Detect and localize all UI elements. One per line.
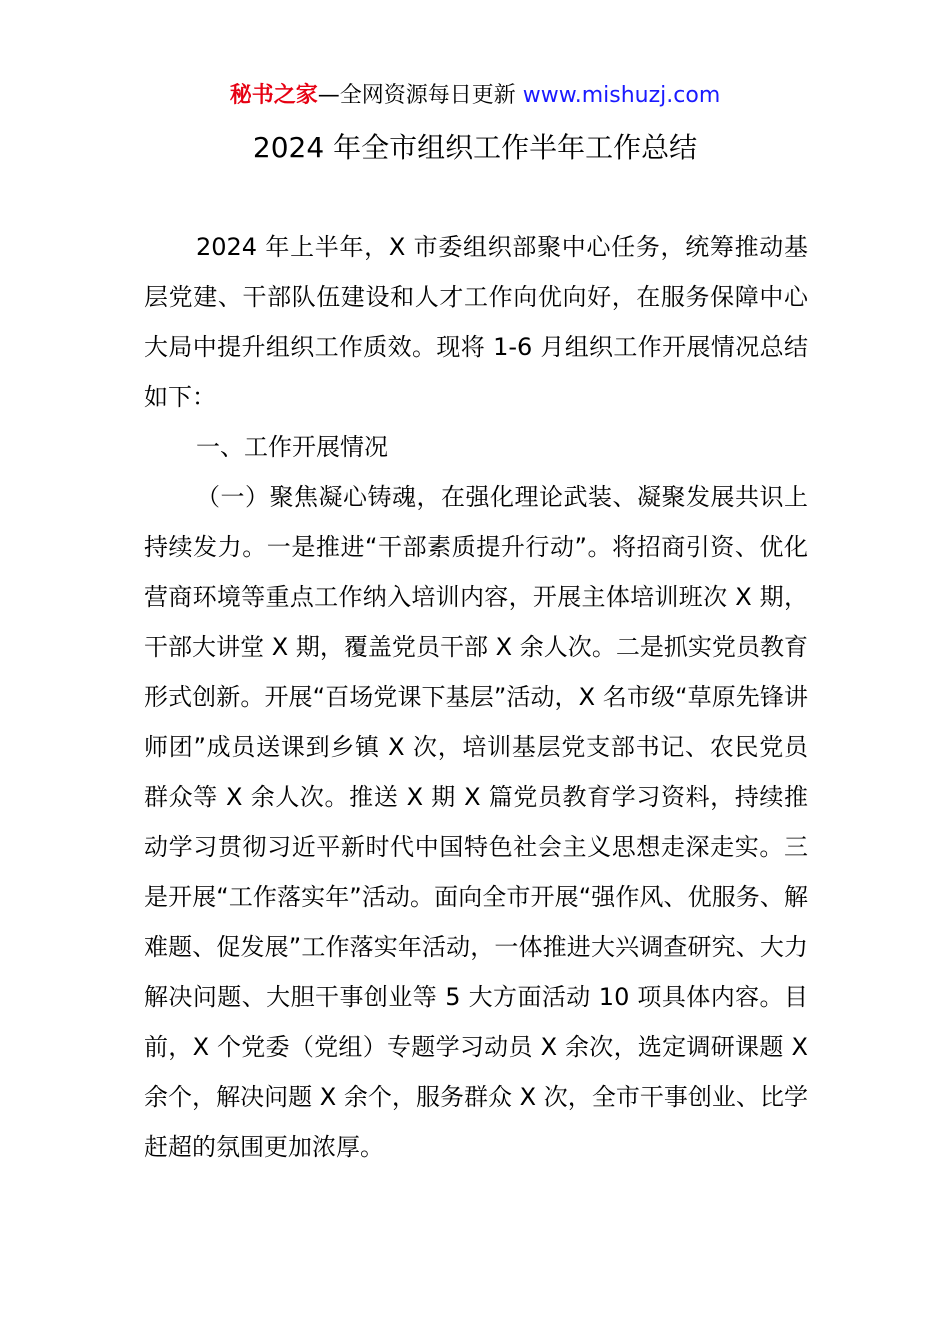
site-url-link[interactable]: www.mishuzj.com — [522, 83, 721, 108]
section-heading: 一、工作开展情况 — [196, 433, 388, 461]
document-body — [144, 222, 808, 1172]
intro-paragraph: 2024 年上半年，X 市委组织部聚中心任务，统筹推动基层党建、干部队伍建设和人才工作向优向好，在服务保障中心大局中提升组织工作质效。现将 1-6 月组织工作开展情况总结如下： — [144, 233, 808, 411]
section-paragraph: （一）聚焦凝心铸魂，在强化理论武装、凝聚发展共识上持续发力。一是推进“干部素质提升行动”。将招商引资、优化营商环境等重点工作纳入培训内容，开展主体培训班次 X 期，干部大讲堂 X 期，覆盖党员干部 X 余人次。二是抓实党员教育形式创新。开展“百场党课下基层”活动，X 名市级“草原先锋讲师团”成员送课到乡镇 X 次，培训基层党支部书记、农民党员群众等 X 余人次。推送 X 期 X 篇党员教育学习资料，持续推动学习贯彻习近平新时代中国特色社会主义思想走深走实。三是开展“工作落实年”活动。面向全市开展“强作风、优服务、解难题、促发展”工作落实年活动，一体推进大兴调查研究、大力解决问题、大胆干事创业等 5 大方面活动 10 项具体内容。目前，X 个党委（党组）专题学习动员 X 余次，选定调研课题 X 余个，解决问题 X 余个，服务群众 X 次，全市干事创业、比学赶超的氛围更加浓厚。 — [144, 483, 808, 1161]
document-title: 2024 年全市组织工作半年工作总结 — [252, 131, 698, 164]
site-header — [0, 80, 950, 112]
site-tagline: —全网资源每日更新 — [317, 83, 523, 108]
site-brand: 秘书之家 — [229, 83, 318, 108]
